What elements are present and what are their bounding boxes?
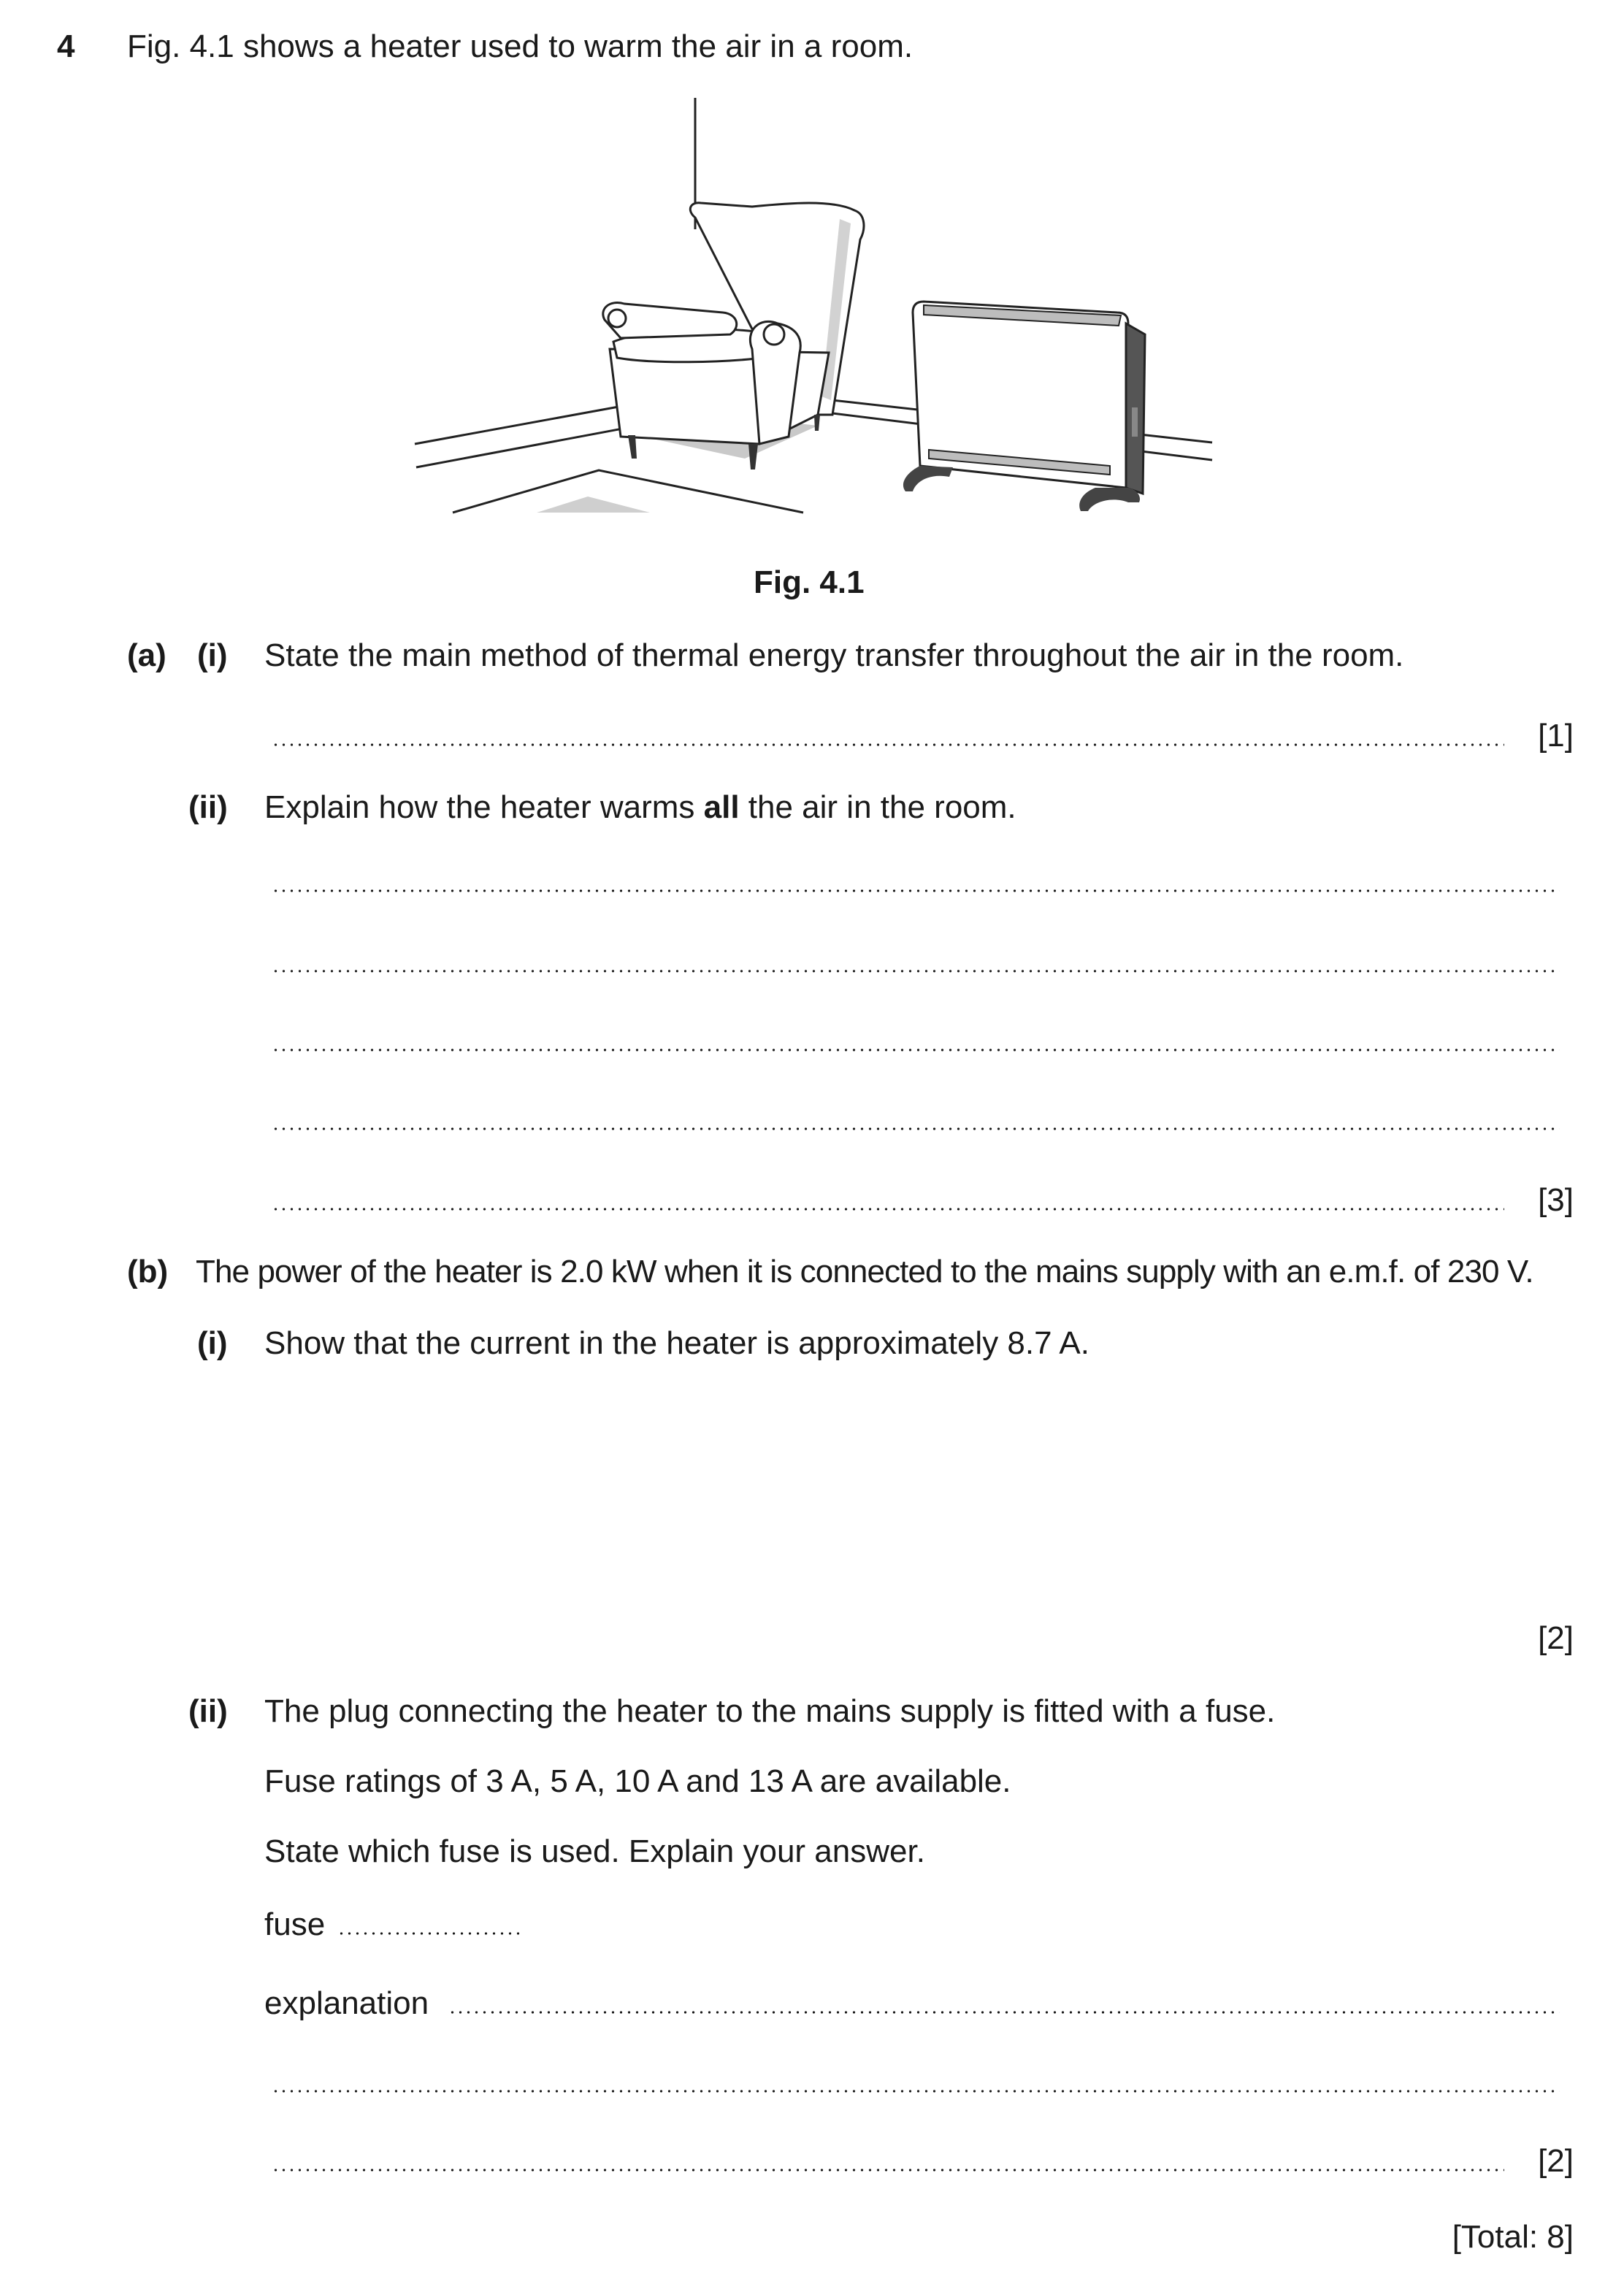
part-b-ii-label: (ii) [188,1693,228,1729]
part-a-ii-label: (ii) [188,789,228,825]
part-b-ii-line3: State which fuse is used. Explain your answer. [264,1833,925,1869]
part-a-label: (a) [127,637,166,673]
heater-room-figure [409,93,1219,517]
heater-foot-right [1079,488,1140,511]
answer-line-explanation-2[interactable] [272,2090,1560,2093]
part-a-ii-text-bold: all [703,789,740,825]
part-a-ii-text-after: the air in the room. [739,789,1016,825]
heater-foot-left [903,466,953,491]
answer-line-a-ii-5[interactable] [272,1208,1504,1211]
answer-line-a-ii-3[interactable] [272,1049,1560,1051]
armchair-left-arm-scroll [608,310,626,327]
answer-line-a-i[interactable] [272,743,1504,746]
answer-line-a-ii-4[interactable] [272,1127,1560,1130]
mark-a-i: [1] [1538,718,1574,754]
answer-line-fuse[interactable] [337,1932,520,1935]
question-intro: Fig. 4.1 shows a heater used to warm the air in a room. [127,28,914,64]
heater-control-knobs [1132,407,1138,437]
part-b-label: (b) [127,1254,169,1289]
part-b-i-label: (i) [197,1325,228,1361]
rug-shadow [537,497,650,513]
fuse-label: fuse [264,1906,326,1942]
armchair-leg-back-right [814,415,820,431]
part-a-i-question: State the main method of thermal energy transfer throughout the air in the room. [264,637,1404,673]
total-marks: [Total: 8] [1452,2219,1574,2255]
part-a-i-label: (i) [197,637,228,673]
working-space-b-i[interactable] [264,1373,1506,1592]
armchair-leg-front-right [748,444,758,469]
explanation-label: explanation [264,1985,429,2021]
answer-line-explanation-3[interactable] [272,2169,1504,2172]
armchair-leg-front-left [628,435,637,459]
part-a-ii-question [264,789,1016,825]
figure-caption: Fig. 4.1 [754,564,865,600]
mark-a-ii: [3] [1538,1182,1574,1218]
part-b-ii-line2: Fuse ratings of 3 A, 5 A, 10 A and 13 A are available. [264,1763,1011,1799]
part-b-ii-line1: The plug connecting the heater to the mains supply is fitted with a fuse. [264,1693,1276,1729]
rug-outline [453,470,803,513]
question-number: 4 [57,28,75,64]
part-a-ii-text-before: Explain how the heater warms [264,789,704,825]
mark-b-i: [2] [1538,1620,1574,1656]
part-b-i-question: Show that the current in the heater is approximately 8.7 A. [264,1325,1089,1361]
mark-b-ii: [2] [1538,2143,1574,2179]
part-b-stem: The power of the heater is 2.0 kW when it is connected to the mains supply with an e.m.f. of 230 V. [196,1254,1533,1289]
answer-line-a-ii-1[interactable] [272,889,1560,892]
answer-line-a-ii-2[interactable] [272,970,1560,973]
answer-line-explanation-1[interactable] [448,2011,1560,2014]
armchair-right-arm-scroll [764,324,784,345]
